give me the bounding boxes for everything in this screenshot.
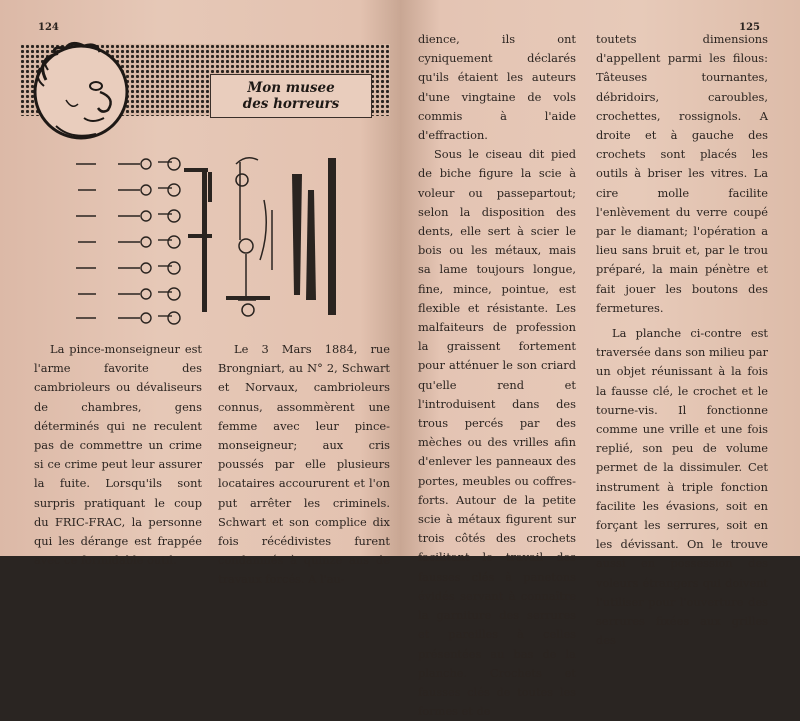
chapter-title-box xyxy=(210,74,372,118)
right-paragraph-1: dience, ils ont cyniquement déclarés qu'ils étaient les auteurs d'une vingtaine de vols commis à l'aide d'effraction. xyxy=(418,32,576,143)
left-column-2 xyxy=(218,340,390,590)
left-paragraph-1: La pince-monseigneur est l'arme favorite des cambrioleurs ou dévaliseurs de chambres, gens déterminés qui ne reculent pas de commettre un crime si ce crime peut leur assurer la fuite. Lorsqu'ils sont surpris pratiquant le coup du FRIC-FRAC, la personne qui les dérange est frappée avec ce formidable outil. xyxy=(34,342,202,568)
left-column-1 xyxy=(34,340,202,570)
right-page xyxy=(400,0,800,719)
left-paragraph-2: Le 3 Mars 1884, rue Brongniart, au N° 2, Schwart et Norvaux, cambrioleurs connus, assommèrent une femme avec leur pince-monseigneur; aux cris poussés par elle plusieurs locataires accoururent et l'on put arrêter les criminels. Schwart et son complice dix fois récédivistes furent condamnés à quinze ans de travaux forcés. A l'au- xyxy=(218,342,390,587)
right-column-2 xyxy=(596,30,768,651)
chapter-title-line2: des horreurs xyxy=(242,96,340,112)
small-key-icon xyxy=(76,164,96,318)
burglar-tools-plate xyxy=(60,150,360,325)
left-page-number: 124 xyxy=(38,22,59,33)
right-column-1 xyxy=(418,30,576,721)
right-page-number: 125 xyxy=(739,22,760,33)
caricature-face-illustration xyxy=(26,40,136,144)
left-page xyxy=(0,0,400,587)
right-paragraph-3: toutets dimensions d'appellent parmi les filous: Tâteuses tournantes, débridoirs, caroubles, crochettes, rossignols. A droite et à gauche des crochets sont placés les outils à briser les vitres. La cire molle facilite l'enlèvement du verre coupé par le diamant; l'opération a lieu sans bruit et, par le trou préparé, la main pénètre et fait jouer les boutons des fermetures. xyxy=(596,32,768,315)
chapter-title-line1: Mon musee xyxy=(247,80,335,96)
right-paragraph-4: La planche ci-contre est traversée dans son milieu par un objet réunissant à la fois la fausse clé, le crochet et le tourne-vis. Il fonctionne comme une vrille et une fois replié, son peu de volume permet de la dissimuler. Cet instrument à triple fonction facilite les évasions, soit en forçant les serrures, soit en les dévissant. On le trouve aussi en possession des voleurs étrangers qui doivent l'utiliser pour l'ouverture des serrures fixées aux grilles des xyxy=(596,326,768,648)
right-paragraph-2: Sous le ciseau dit pied de biche figure la scie à voleur ou passepartout; selon la disposition des dents, elle sert à scier le bois ou les métaux, mais sa lame toujours longue, fine, mince, pointue, est flexible et résistante. Les malfaiteurs de profession la graissent fortement pour atténuer le son criard qu'elle rend et l'introduisent dans des trous percés par des mèches ou des vrilles afin d'enlever les panneaux des portes, meubles ou coffres-forts. Autour de la petite scie à métaux figurent sur trois côtés des crochets facilitant le travail des fausses clés à panetons évidés servant à connaître la garniture des serrures et pareilles à celles présentées au bas de la planche. Crochets et fausses clés de toutes les formes et de xyxy=(418,147,576,719)
